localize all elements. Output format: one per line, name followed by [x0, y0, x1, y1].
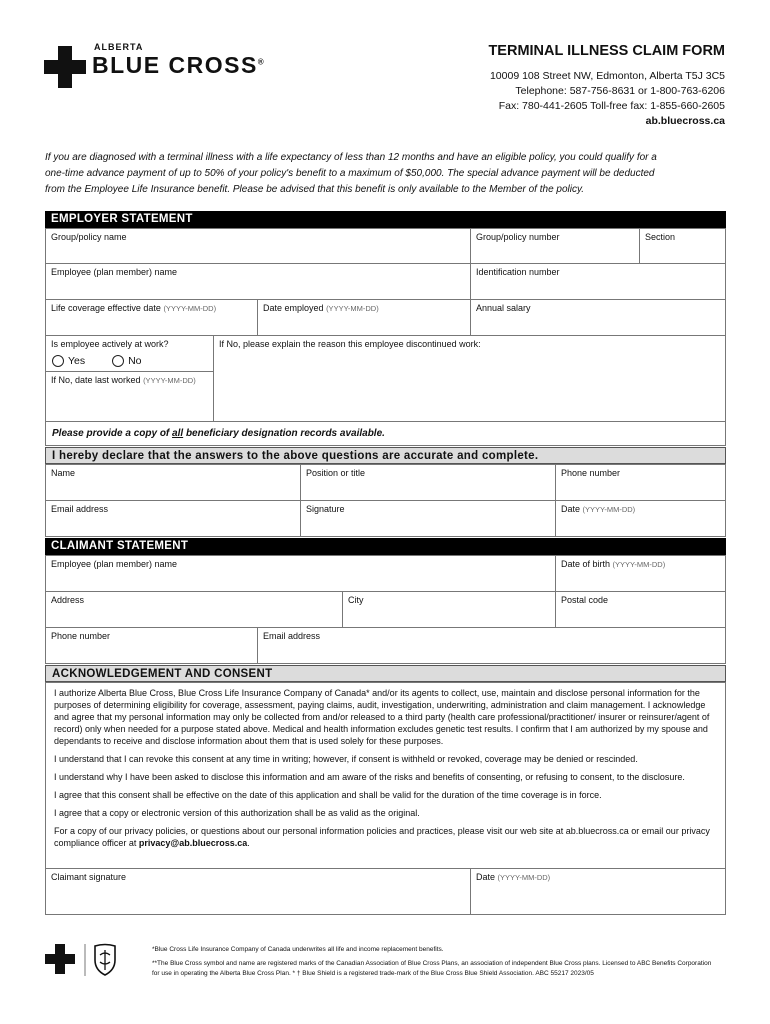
consent-paragraph: I understand that I can revoke this consent at any time in writing; however, if consent is withheld or revoked, coverage may be denied or rescinded.: [54, 754, 638, 764]
beneficiary-note: Please provide a copy of all beneficiary designation records available.: [45, 421, 726, 446]
consent-heading: ACKNOWLEDGEMENT AND CONSENT: [45, 665, 726, 682]
employer-name-field[interactable]: Name: [45, 464, 301, 501]
date-last-worked-field[interactable]: If No, date last worked (YYYY-MM-DD): [45, 371, 214, 422]
consent-paragraph: I understand why I have been asked to disclose this information and am aware of the risks and benefits of consenting, or refusing to consent, to the disclosure.: [54, 772, 685, 782]
postal-code-field[interactable]: Postal code: [555, 591, 726, 628]
life-coverage-date-field[interactable]: Life coverage effective date (YYYY-MM-DD): [45, 299, 258, 336]
declaration-heading: I hereby declare that the answers to the above questions are accurate and complete.: [45, 447, 726, 464]
consent-text: [45, 682, 726, 869]
identification-number-field[interactable]: Identification number: [470, 263, 726, 300]
employer-email-field[interactable]: Email address: [45, 500, 301, 537]
employer-statement-heading: EMPLOYER STATEMENT: [45, 211, 726, 228]
discontinued-work-explanation-field[interactable]: If No, please explain the reason this employee discontinued work:: [213, 335, 726, 422]
consent-paragraph: I authorize Alberta Blue Cross, Blue Cross Life Insurance Company of Canada* and/or its agents to collect, use, maintain and disclose personal information for the purposes of determining eligibility for coverage, assessment, paying claims, audit, investigation, underwriting, administration and claim management. I acknowledge and agree that my personal information may only be collected from and/or released to a third party (health care professional/practitioner/ insurer or reinsurer/agent of record) only when needed for a purpose stated above. Medical and health information excludes genetic test results. I confirm that I am authorized by my spouse and dependants to receive and disclose information about them that is used solely for these purposes.: [54, 688, 710, 746]
footer-line: *Blue Cross Life Insurance Company of Canada underwrites all life and income replacement benefits.: [152, 946, 444, 953]
blue-cross-icon: [44, 46, 86, 88]
address-field[interactable]: Address: [45, 591, 343, 628]
claimant-date-field[interactable]: Date (YYYY-MM-DD): [470, 868, 726, 915]
date-of-birth-field[interactable]: Date of birth (YYYY-MM-DD): [555, 555, 726, 592]
claimant-signature-field[interactable]: Claimant signature: [45, 868, 471, 915]
group-policy-number-field[interactable]: Group/policy number: [470, 228, 640, 264]
header-contact: [488, 44, 725, 129]
consent-paragraph: For a copy of our privacy policies, or questions about our personal information policies and practices, please visit our web site at ab.bluecross.ca or email our privacy compliance officer at privacy@ab.bluecross.ca.: [54, 826, 710, 848]
date-employed-field[interactable]: Date employed (YYYY-MM-DD): [257, 299, 471, 336]
claimant-email-field[interactable]: Email address: [257, 627, 726, 664]
yes-label: Yes: [68, 355, 86, 368]
claimant-statement-heading: CLAIMANT STATEMENT: [45, 538, 726, 555]
employer-date-field[interactable]: Date (YYYY-MM-DD): [555, 500, 726, 537]
fax: Fax: 780-441-2605 Toll-free fax: 1-855-660-2605: [498, 100, 725, 112]
telephone: Telephone: 587-756-8631 or 1-800-763-6206: [515, 85, 725, 97]
no-label: No: [128, 355, 142, 368]
group-policy-name-field[interactable]: Group/policy name: [45, 228, 471, 264]
actively-at-work-radio-group: [52, 355, 166, 367]
yes-radio[interactable]: [52, 355, 64, 367]
footer-line: **The Blue Cross symbol and name are registered marks of the Canadian Association of Blue Cross Plans, an association of independent Blue Cross plans. Licensed to ABC Benefits Corporation for use in operating the Alberta Blue Cross Plan. * † Blue Shield is a registered trade-mark of the Blue Cross Blue Shield Association. ABC 55217 2023/05: [152, 960, 712, 977]
alberta-blue-cross-logo: [44, 42, 324, 90]
consent-paragraph: I agree that a copy or electronic version of this authorization shall be as valid as the original.: [54, 808, 420, 818]
employee-name-field[interactable]: Employee (plan member) name: [45, 263, 471, 300]
consent-paragraph: I agree that this consent shall be effective on the date of this application and shall be valid for the duration of the time coverage is in force.: [54, 790, 602, 800]
claimant-phone-field[interactable]: Phone number: [45, 627, 258, 664]
logo-alberta-text: ALBERTA: [94, 42, 144, 52]
address: 10009 108 Street NW, Edmonton, Alberta T5J 3C5: [489, 70, 725, 82]
form-title: TERMINAL ILLNESS CLAIM FORM: [488, 43, 725, 59]
claimant-employee-name-field[interactable]: Employee (plan member) name: [45, 555, 556, 592]
position-title-field[interactable]: Position or title: [300, 464, 556, 501]
no-radio[interactable]: [112, 355, 124, 367]
blue-cross-blue-shield-icon: [45, 942, 125, 978]
employer-signature-field[interactable]: Signature: [300, 500, 556, 537]
website-link[interactable]: ab.bluecross.ca: [645, 115, 725, 127]
employer-phone-field[interactable]: Phone number: [555, 464, 726, 501]
annual-salary-field[interactable]: Annual salary: [470, 299, 726, 336]
section-field[interactable]: Section: [639, 228, 726, 264]
privacy-email-link[interactable]: privacy@ab.bluecross.ca: [138, 838, 248, 848]
intro-paragraph: If you are diagnosed with a terminal illness with a life expectancy of less than 12 months and have an eligible policy, you could qualify for a one-time advance payment of up to 50% of your policy's benefit to a maximum of $50,000. The special advance payment will be deducted from the Employee Life Insurance benefit. Please be advised that this benefit is only available to the Member of the policy.: [45, 152, 657, 195]
logo-blue-cross-text: BLUE CROSS®: [92, 52, 266, 78]
footer-logos: [45, 942, 125, 978]
city-field[interactable]: City: [342, 591, 556, 628]
actively-at-work-question: Is employee actively at work?: [45, 335, 214, 372]
footer-disclaimer: [152, 945, 712, 983]
